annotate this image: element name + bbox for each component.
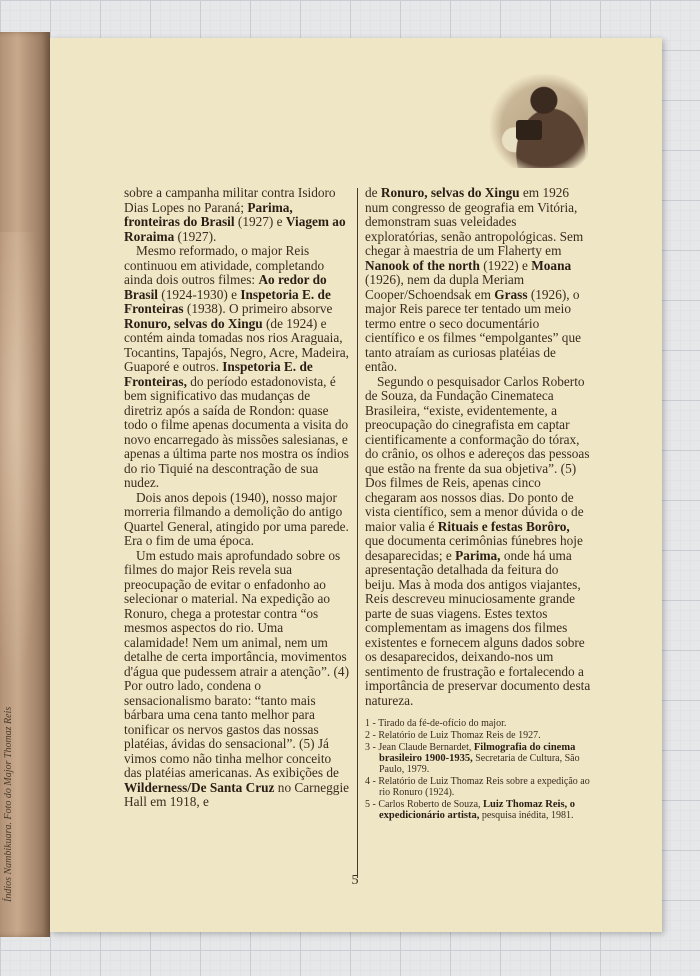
footnote: 1 - Tirado da fé-de-ofício do major. <box>365 718 507 729</box>
text-column-left <box>124 186 350 810</box>
text-column-right <box>365 186 591 822</box>
footnote: 2 - Relatório de Luiz Thomaz Reis de 1927. <box>365 730 541 741</box>
paragraph: Um estudo mais aprofundado sobre os filmes do major Reis revela sua preocupação de evitar o enfadonho ao selecionar o material. Na expedição ao Ronuro, chega a protestar contra “os mesmos aspectos do rio. Uma calamidade! Nem um animal, nem um detalhe de certa importância, movimentos d'água que pudessem atrair a atenção”. (4) Por outro lado, condena o sensacionalismo barato: “tanto mais bárbara uma cena tanto melhor para tonificar os nervos gastos das nossas platéias, ávidas do sensacional”. (5) Já vimos como não tinha melhor conceito das platéias americanas. As exibições de Wilderness/De Santa Cruz no Carneggie Hall em 1918, e <box>124 547 350 809</box>
film-camera-icon <box>516 120 542 140</box>
footnote: 4 - Relatório de Luiz Thomaz Reis sobre a expedição ao rio Ronuro (1924). <box>365 776 590 798</box>
photo-credit: Índios Nambikuara. Foto do Major Thomaz Reis <box>3 706 14 902</box>
facing-page-photo <box>0 32 50 937</box>
footnotes <box>365 718 591 821</box>
paragraph: Mesmo reformado, o major Reis continuou em atividade, completando ainda dois outros filmes: Ao redor do Brasil (1924-1930) e Inspetoria E. de Fronteiras (1938). O primeiro absorve Ronuro, selvas do Xingu (de 1924) e contém ainda tomadas nos rios Araguaia, Tocantins, Tapajós, Negro, Acre, Madeira, Guaporé e outros. Inspetoria E. de Fronteiras, do período estadonovista, é bem significativo das mudanças de diretriz após a saída de Rondon: quase todo o filme apenas documenta a visita do novo encarregado às missões salesianas, e apenas a última parte nos mostra os índios do rio Tiquié na descontração de sua nudez. <box>124 243 349 490</box>
footnote: 5 - Carlos Roberto de Souza, Luiz Thomaz Reis, o expedicionário artista, pesquisa inédita, 1981. <box>365 799 576 821</box>
paragraph: de Ronuro, selvas do Xingu em 1926 num congresso de geografia em Vitória, demonstram suas veleidades exploratórias, senão antropológicas. Sem chegar à maestria de um Flaherty em Nanook of the north (1922) e Moana (1926), nem da dupla Meriam Cooper/Schoendsak em Grass (1926), o major Reis parece ter tentado um meio termo entre o seco documentário científico e os filmes “empolgantes” que tanto atraíam as curiosas platéias de então. <box>365 185 584 374</box>
page-number: 5 <box>351 873 359 888</box>
facing-page-portrait-tone <box>0 232 45 682</box>
paragraph: Dois anos depois (1940), nosso major morreria filmando a demolição do antigo Quartel General, atingido por uma parede. Era o fim de uma época. <box>124 489 349 548</box>
footnote: 3 - Jean Claude Bernardet, Filmografia do cinema brasileiro 1900-1935, Secretaria de Cultura, São Paulo, 1979. <box>365 742 580 775</box>
paragraph: sobre a campanha militar contra Isidoro Dias Lopes no Paraná; Parima, fronteiras do Brasil (1927) e Viagem ao Roraima (1927). <box>124 185 346 244</box>
booklet-page <box>50 38 662 932</box>
column-divider <box>357 188 358 878</box>
paragraph: Segundo o pesquisador Carlos Roberto de Souza, da Fundação Cinemateca Brasileira, “existe, evidentemente, a preocupação do cinegrafista em captar cientificamente a conformação do tórax, do crânio, os olhos e adereços das pessoas que estão na frente da sua objetiva”. (5) Dos filmes de Reis, apenas cinco chegaram aos nossos dias. Do ponto de vista científico, sem a menor dúvida o de maior valia é Rituais e festas Borôro, que documenta cerimônias fúnebres hoje desaparecidas; e Parima, onde há uma apresentação detalhada da feitura do beiju. Mas à moda dos antigos viajantes, Reis descreveu minuciosamente grande parte de suas viagens. Estes textos complementam as imagens dos filmes existentes e fornecem alguns dados sobre os desaparecidos, deixando-nos um sentimento de frustração e fortalecendo a importância de preservar documento desta natureza. <box>365 373 591 708</box>
